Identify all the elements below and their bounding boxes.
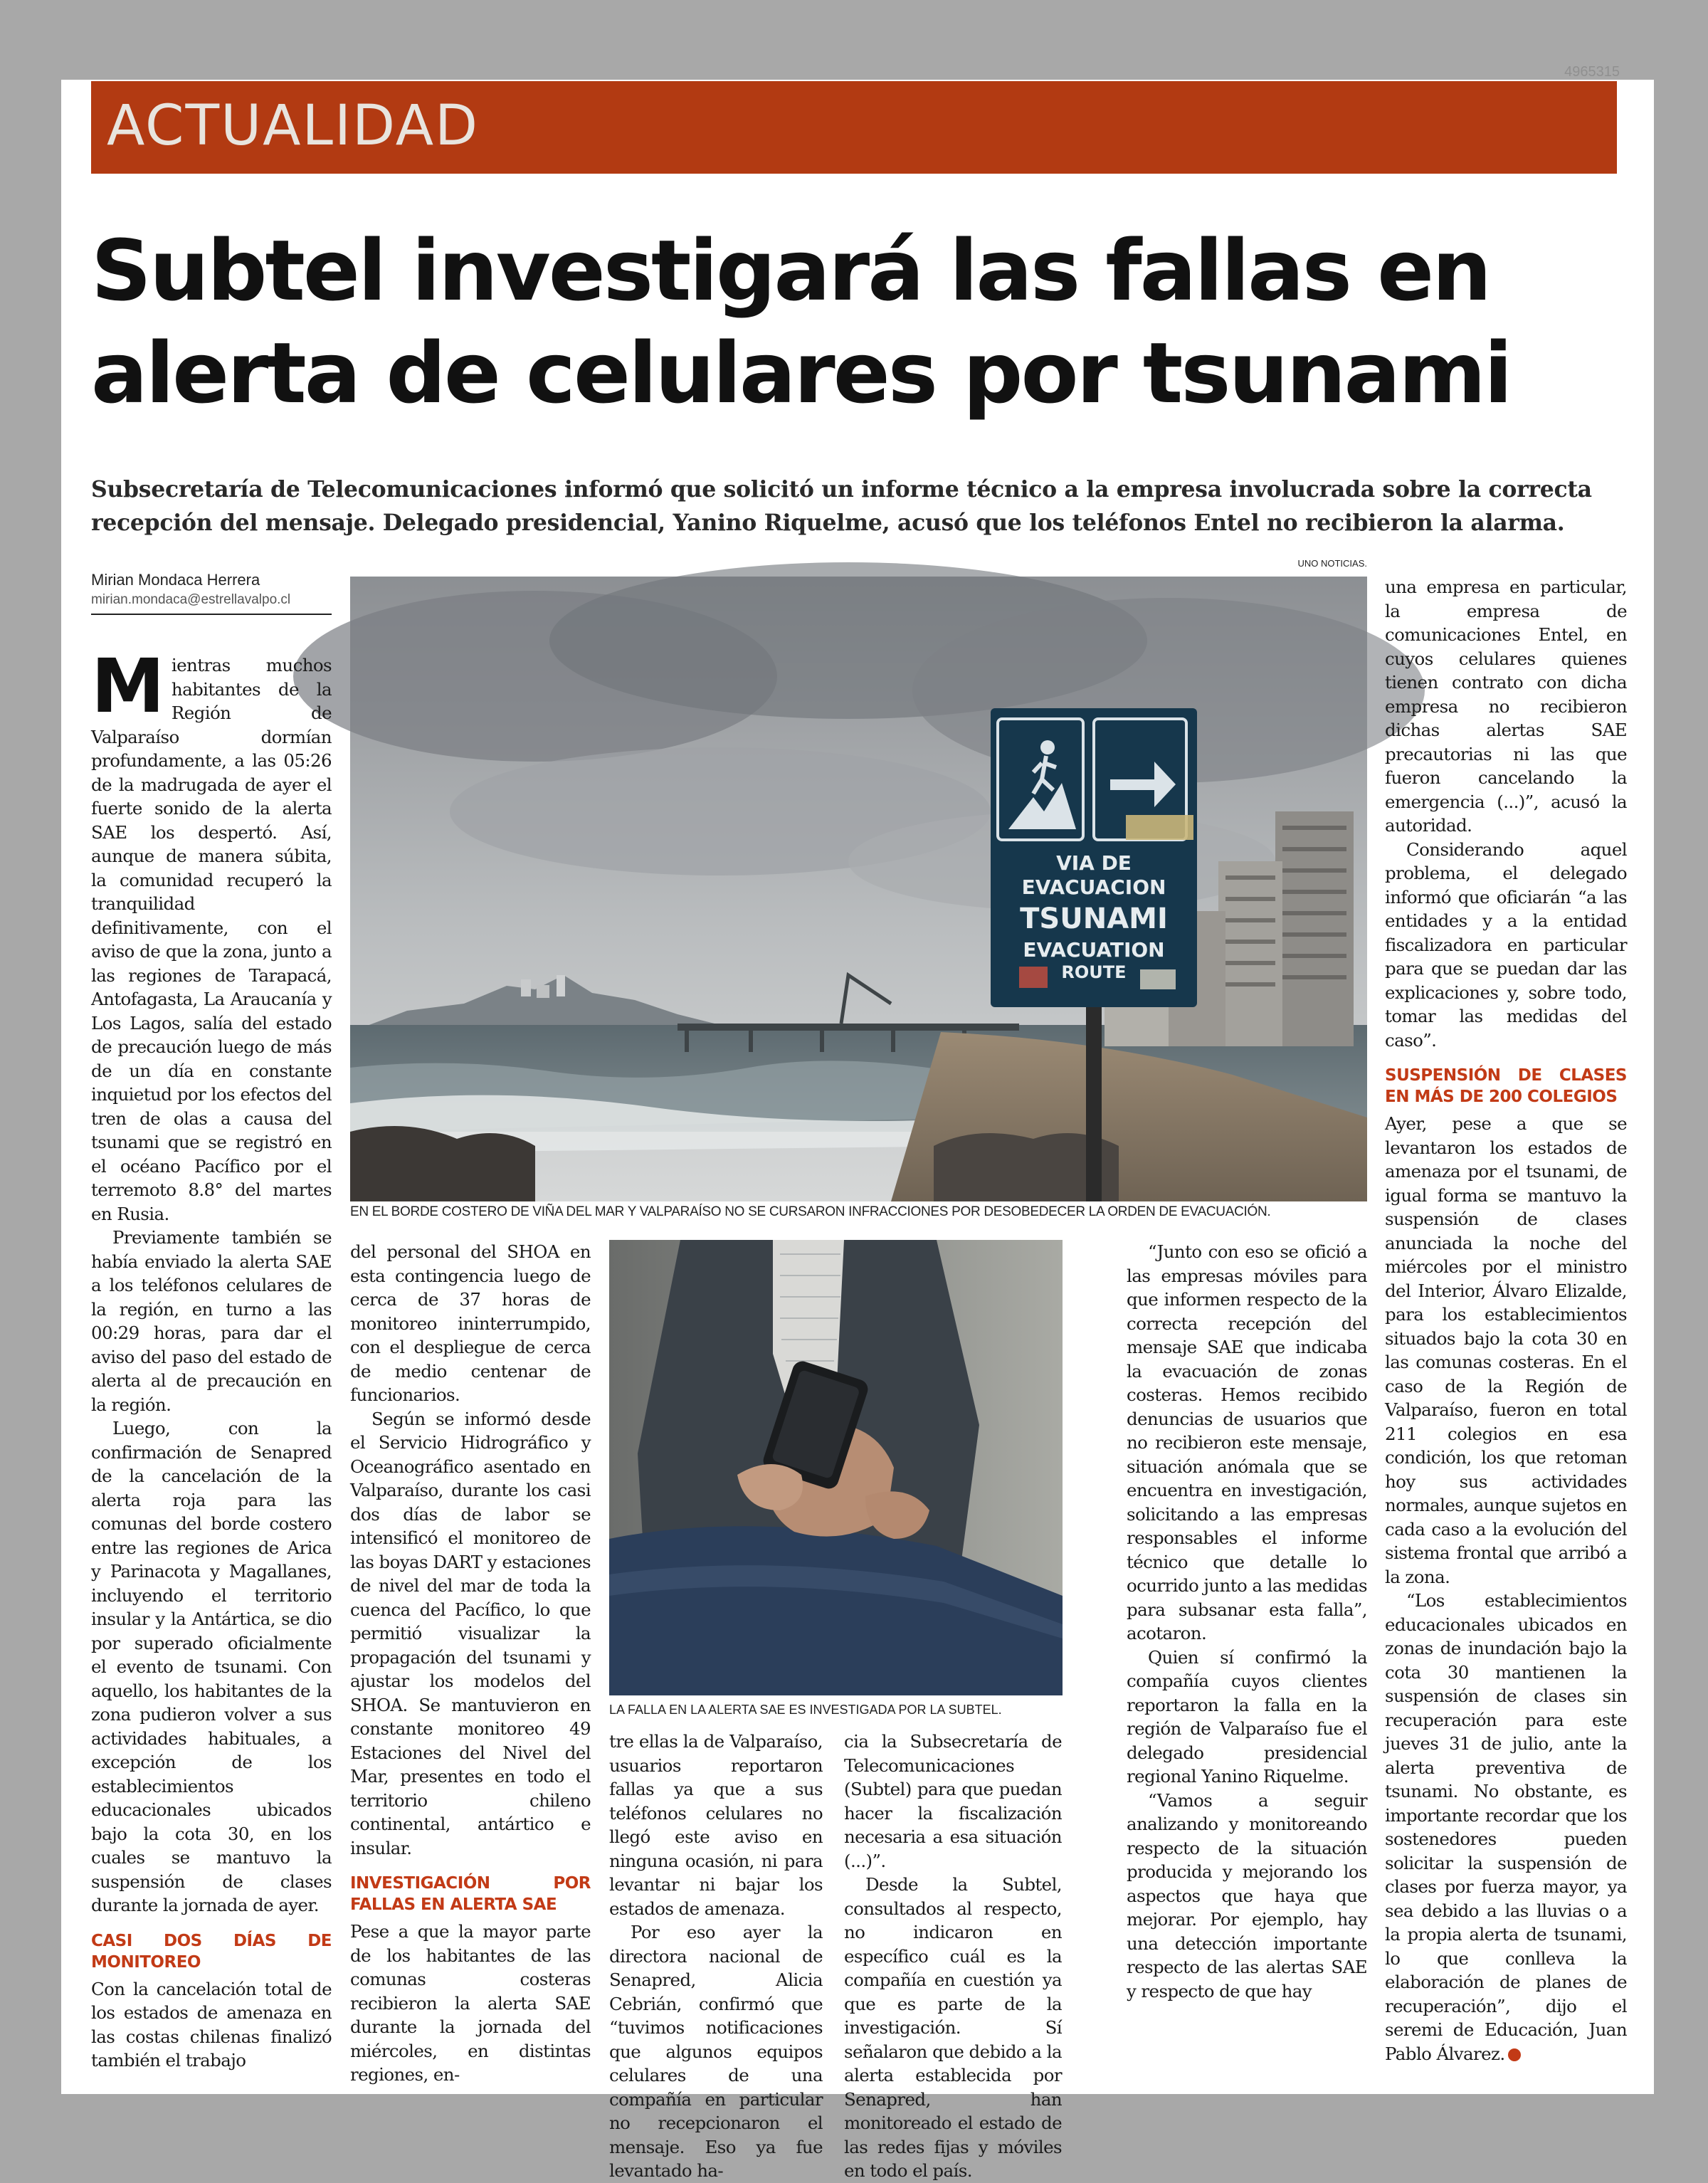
sign-line-5: ROUTE <box>1061 962 1127 982</box>
clip-id: 4965315 <box>1564 64 1620 80</box>
sign-line-2: EVACUACION <box>1021 875 1166 899</box>
col1-paragraph-4: Con la cancelación total de los estados de amenaza en las costas chilenas finalizó también el trabajo <box>91 1978 332 2071</box>
col2-paragraph-1: del personal del SHOA en esta contingencia luego de cerca de 37 horas de monitoreo ininterrumpido, con el despliegue de cerca de medio centenar de funcionarios. <box>350 1241 591 1405</box>
subhead-investigacion: INVESTIGACIÓN POR FALLAS EN ALERTA SAE <box>350 1874 591 1914</box>
col3-paragraph-1: tre ellas la de Valparaíso, usuarios reportaron fallas ya que a sus teléfonos celulares no llegó este aviso en ninguna ocasión, ni para levantar ni bajar los estados de amenaza. <box>609 1731 823 1919</box>
section-label: ACTUALIDAD <box>107 94 480 158</box>
column-6 <box>1385 575 1627 2080</box>
col1-paragraph-3: Luego, con la confirmación de Senapred de la cancelación de la alerta roja para las comunas del borde costero entre las regiones de Arica y Parinacota y Magallanes, incluyendo el territorio insular y la Antártica, se dio por superado oficialmente el evento de tsunami. Con aquello, los habitantes de la zona pudieron volver a sus actividades habituales, a excepción de los establecimientos educacionales ubicados bajo la cota 30, en los cuales se mantuvo la suspensión de clases durante la jornada de ayer. <box>91 1418 332 1915</box>
col2-paragraph-2: Según se informó desde el Servicio Hidrográfico y Oceanográfico asentado en Valparaíso, durante los casi dos días de labor se intensificó el monitoreo de las boyas DART y estaciones de nivel del mar de toda la cuenca del Pacífico, lo que permitió visualizar la propagación del tsunami y ajustar los modelos del SHOA. Se mantuvieron en constante monitoreo 49 Estaciones del Nivel del Mar, presentes en todo el territorio chileno continental, antártico e insular. <box>350 1408 591 1858</box>
col6-paragraph-3: Ayer, pese a que se levantaron los estados de amenaza por el tsunami, de igual forma se mantuvo la suspensión de clases anunciada la noche del miércoles por el ministro del Interior, Álvaro Elizalde, para los establecimientos situados bajo la cota 30 en las comunas costeras. En el caso de la Región de Valparaíso, fueron en total 211 colegios en esa condición, los que retoman hoy sus actividades normales, aunque sujetos en cada caso a la evolución del sistema frontal que arribó a la zona. <box>1385 1113 1627 1587</box>
col2-paragraph-3: Pese a que la mayor parte de los habitantes de las comunas costeras recibieron la alerta SAE durante la jornada del miércoles, en distintas regiones, en- <box>350 1921 591 2085</box>
column-4 <box>844 1730 1062 2181</box>
col6-p4-text: “Los establecimientos educacionales ubicados en zonas de inundación bajo la cota 30 mantienen la suspensión de clases sin recuperación para este jueves 31 de julio, ante la alerta preventiva de tsunami. No obstante, es importante recordar que los sostenedores pueden solicitar la suspensión de clases por fuerza mayor, ya sea debido a las lluvias o a la propia alerta de tsunami, lo que conlleva la elaboración de planes de recuperación”, dijo el seremi de Educación, Juan Pablo Álvarez. <box>1385 1590 1627 2064</box>
column-5 <box>1127 1240 1367 2080</box>
col5-paragraph-3: “Vamos a seguir analizando y monitoreando respecto de la situación producida y mejorando los aspectos que haya que mejorar. Por ejemplo, hay una detección importante respecto de las alertas SAE y respecto de que hay <box>1127 1789 1367 2001</box>
col1-paragraph-2: Previamente también se había enviado la alerta SAE a los teléfonos celulares de la región, en turno a las 00:29 horas, para dar el aviso del paso del estado de alerta al de precaución en la región. <box>91 1227 332 1415</box>
column-1 <box>91 643 332 2080</box>
byline <box>91 571 332 615</box>
subhead-suspension: SUSPENSIÓN DE CLASES EN MÁS DE 200 COLEGIOS <box>1385 1066 1627 1106</box>
section-bar <box>91 81 1617 174</box>
sign-line-3: TSUNAMI <box>1020 903 1168 935</box>
photo-coast-tsunami-sign <box>350 577 1367 1201</box>
col4-paragraph-2: Desde la Subtel, consultados al respecto, no indicaron en específico cuál es la compañía en cuestión ya que es parte de la investigación. Sí señalaron que debido a la alerta establecida por Senapred, han monitoreado el estado de las redes fijas y móviles en todo el país. <box>844 1874 1062 2181</box>
drop-cap: M <box>91 643 164 730</box>
col6-paragraph-4 <box>1385 1589 1627 2066</box>
column-2 <box>350 1240 591 2085</box>
col1-p1-text: ientras muchos habitantes de la Región de Valparaíso dormían profundamente, a las 05:26 de la madrugada de ayer el fuerte sonido de la alerta SAE los despertó. Así, aunque de manera súbita, la comunidad recuperó la tranquilidad definitivamente, con el aviso de que la zona, junto a las regiones de Tarapacá, Antofagasta, La Araucanía y Los Lagos, salía del estado de precaución luego de más de un día en constante inquietud por los efectos del tren de olas a causa del tsunami que se registró en el océano Pacífico por el terremoto 8.8° del martes en Rusia. <box>91 655 332 1224</box>
photo-credit: UNO NOTICIAS. <box>1297 558 1367 569</box>
col6-paragraph-1: una empresa en particular, la empresa de comunicaciones Entel, en cuyos celulares quienes tienen contrato con dicha empresa no recibieron dichas alertas SAE precautorias ni las que fueron cancelando la emergencia (...)”, acusó la autoridad. <box>1385 577 1627 836</box>
sign-line-1: VIA DE <box>1056 851 1132 875</box>
col5-paragraph-2: Quien sí confirmó la compañía cuyos clientes reportaron la falla en la región de Valparaíso fue el delegado presidencial regional Yanino Riquelme. <box>1127 1646 1367 1787</box>
byline-email[interactable]: mirian.mondaca@estrellavalpo.cl <box>91 592 291 607</box>
column-3 <box>609 1730 823 2181</box>
col1-paragraph-1 <box>91 643 332 1226</box>
end-mark-icon <box>1508 2048 1521 2061</box>
deck: Subsecretaría de Telecomunicaciones informó que solicitó un informe técnico a la empresa involucrada sobre la correcta recepción del mensaje. Delegado presidencial, Yanino Riquelme, acusó que los teléfonos Entel no recibieron la alarma. <box>91 476 1592 536</box>
col4-paragraph-1: cia la Subsecretaría de Telecomunicaciones (Subtel) para que puedan hacer la fiscalización necesaria a esa situación (...)”. <box>844 1731 1062 1871</box>
subhead-monitoreo: CASI DOS DÍAS DE MONITOREO <box>91 1931 332 1972</box>
col6-paragraph-2: Considerando aquel problema, el delegado informó que oficiarán “a las entidades y a la entidad fiscalizadora en particular para que se puedan dar las explicaciones y, sobre todo, tomar las medidas del caso”. <box>1385 838 1627 1051</box>
byline-name: Mirian Mondaca Herrera <box>91 571 260 589</box>
col5-paragraph-1: “Junto con eso se ofició a las empresas móviles para que informen respecto de la correcta recepción del mensaje SAE que indicaba la evacuación de zonas costeras. Hemos recibido denuncias de usuarios que no recibieron este mensaje, situación anómala que se encuentra en investigación, solicitando a las empresas responsables el informe técnico que detalle lo ocurrido junto a las medidas para subsanar esta falla”, acotaron. <box>1127 1241 1367 1643</box>
photo-person-phone <box>609 1240 1063 1695</box>
sign-line-4: EVACUATION <box>1023 938 1165 962</box>
col3-paragraph-2: Por eso ayer la directora nacional de Senapred, Alicia Cebrián, confirmó que “tuvimos notificaciones que algunos equipos celulares de una compañía en particular no recepcionaron el mensaje. Eso ya fue levantado ha- <box>609 1922 823 2181</box>
newspaper-page <box>61 80 1654 2181</box>
headline: Subtel investigará las fallas en alerta de celulares por tsunami <box>91 221 1511 422</box>
caption-second: LA FALLA EN LA ALERTA SAE ES INVESTIGADA POR LA SUBTEL. <box>609 1703 1002 1717</box>
caption-main: EN EL BORDE COSTERO DE VIÑA DEL MAR Y VALPARAÍSO NO SE CURSARON INFRACCIONES POR DESOBEDECER LA ORDEN DE EVACUACIÓN. <box>350 1204 1271 1219</box>
